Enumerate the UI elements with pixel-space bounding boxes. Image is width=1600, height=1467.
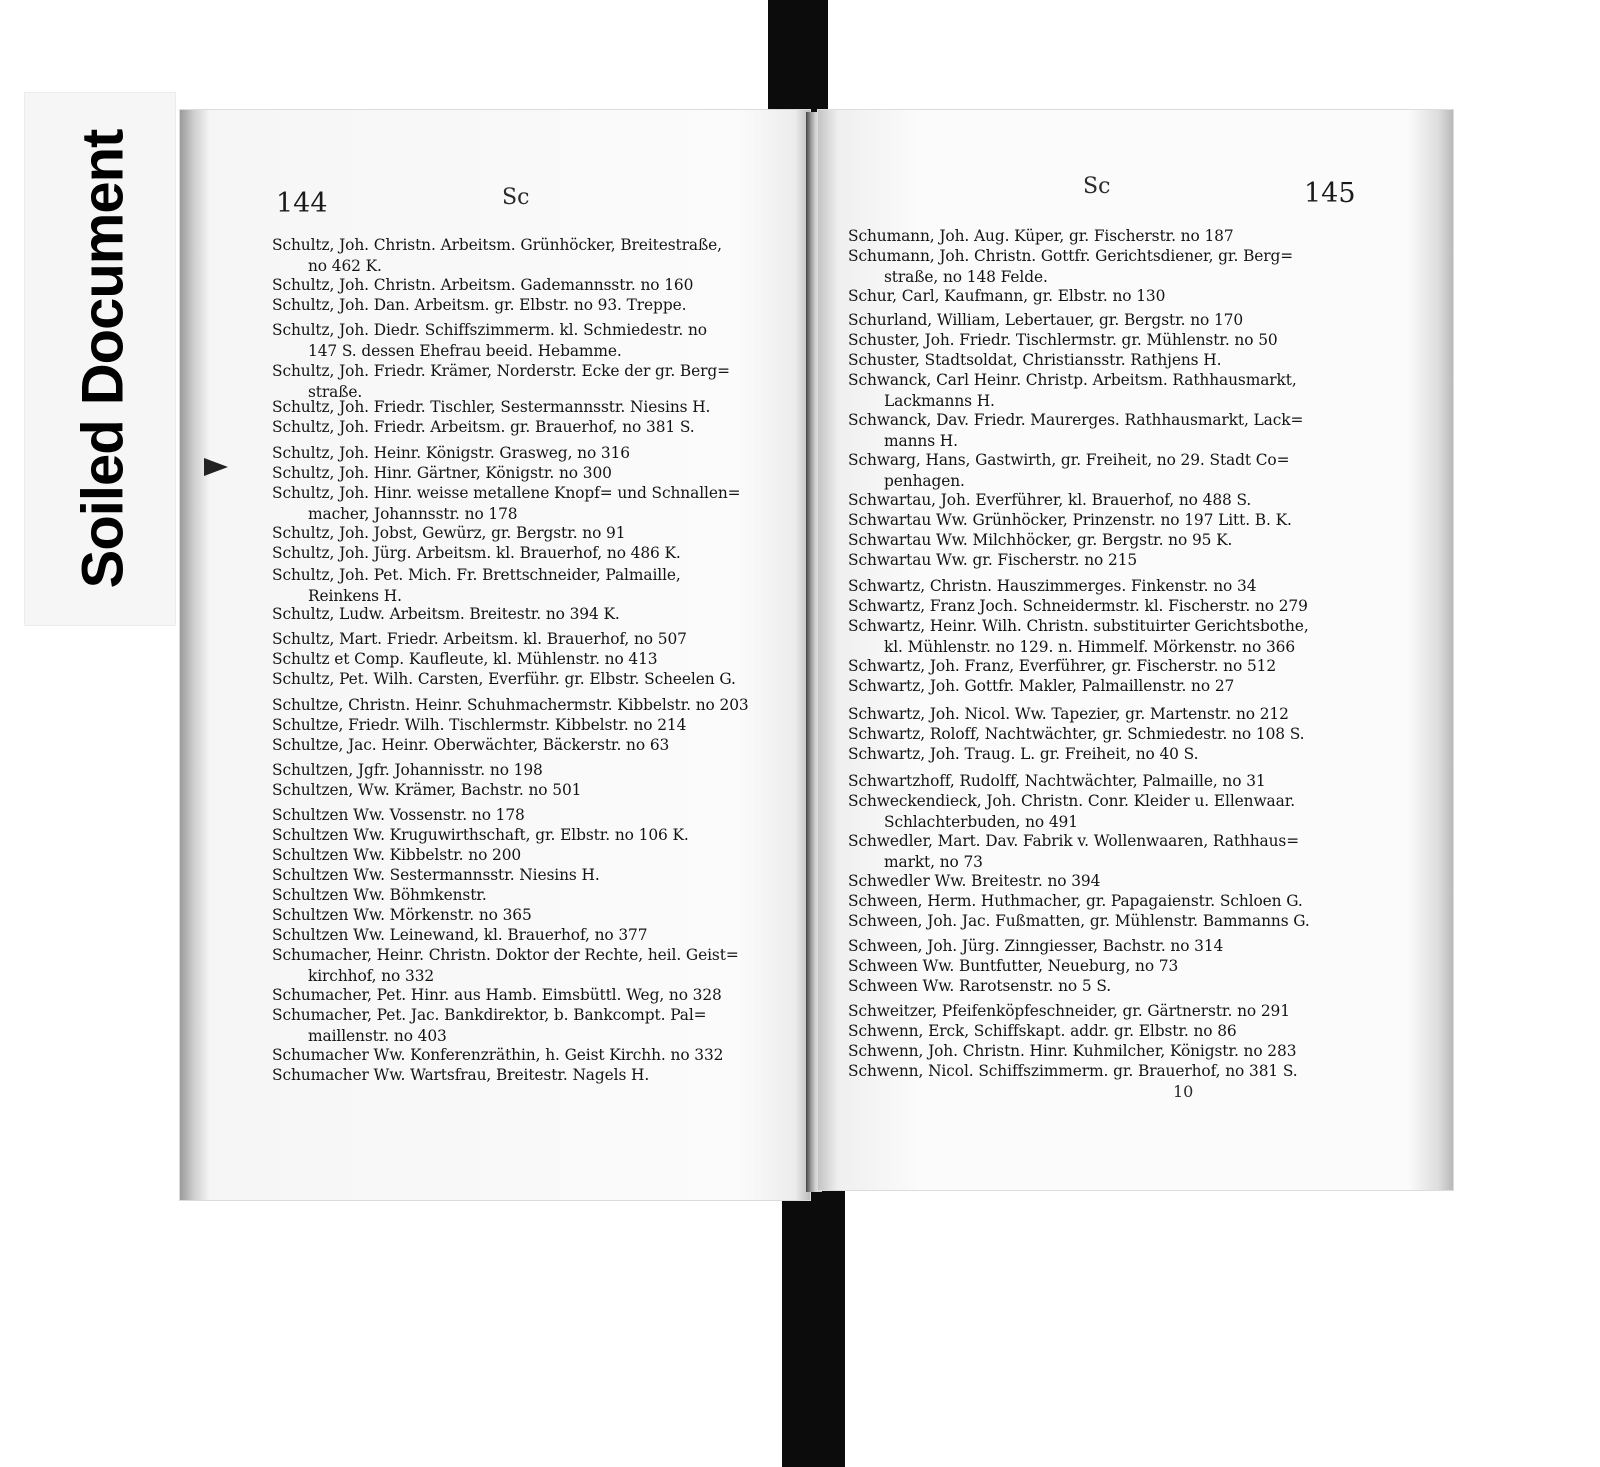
entry-text: Schultz, Joh. Hinr. weisse metallene Knopf= und Schnallen= (272, 484, 741, 502)
entry-text: Schumacher Ww. Wartsfrau, Breitestr. Nagels H. (272, 1066, 650, 1084)
directory-entry (272, 275, 693, 296)
left-page-number: 144 (276, 188, 328, 219)
entry-text: Schween Ww. Buntfutter, Neueburg, no 73 (848, 957, 1179, 975)
directory-entry (848, 596, 1308, 617)
entry-continuation: 147 S. dessen Ehefrau beeid. Hebamme. (308, 342, 622, 360)
entry-text: Schultz, Joh. Jürg. Arbeitsm. kl. Brauerhof, no 486 K. (272, 544, 681, 562)
directory-entry (272, 1005, 706, 1047)
entry-text: Schwarg, Hans, Gastwirth, gr. Freiheit, no 29. Stadt Co= (848, 451, 1290, 469)
directory-entry (848, 976, 1111, 997)
entry-text: Schwenn, Nicol. Schiffszimmerm. gr. Brauerhof, no 381 S. (848, 1062, 1298, 1080)
entry-text: Schwartau, Joh. Everführer, kl. Brauerhof, no 488 S. (848, 491, 1252, 509)
entry-continuation: penhagen. (884, 472, 965, 490)
entry-text: Schultz, Joh. Christn. Arbeitsm. Grünhöcker, Breitestraße, (272, 236, 722, 254)
margin-pointer-mark (204, 458, 228, 476)
directory-entry (272, 885, 487, 906)
directory-entry (272, 825, 689, 846)
soiled-document-stamp (24, 92, 176, 626)
entry-continuation: Schlachterbuden, no 491 (884, 813, 1078, 831)
entry-text: Schumacher, Heinr. Christn. Doktor der Rechte, heil. Geist= (272, 946, 739, 964)
right-page-number: 145 (1304, 178, 1356, 209)
entry-text: Schultzen Ww. Sestermannsstr. Niesins H. (272, 866, 600, 884)
directory-entry (848, 791, 1295, 833)
directory-entry (272, 463, 612, 484)
entry-text: Schwartz, Roloff, Nachtwächter, gr. Schmiedestr. no 108 S. (848, 725, 1305, 743)
left-page-section: Sc (502, 185, 530, 210)
entry-text: Schultz, Joh. Jobst, Gewürz, gr. Bergstr. no 91 (272, 524, 626, 542)
book-spine-top (768, 0, 828, 128)
entry-text: Schultz, Joh. Dan. Arbeitsm. gr. Elbstr. no 93. Treppe. (272, 296, 687, 314)
directory-entry (848, 246, 1293, 288)
left-page (180, 110, 810, 1200)
entry-continuation: kirchhof, no 332 (308, 967, 435, 985)
entry-text: Schwartz, Christn. Hauszimmerges. Finkenstr. no 34 (848, 577, 1257, 595)
directory-entry (848, 891, 1303, 912)
directory-entry (272, 565, 681, 607)
directory-entry (272, 1065, 649, 1086)
directory-entry (848, 350, 1221, 371)
directory-entry (272, 483, 740, 525)
entry-text: Schween, Joh. Jürg. Zinngiesser, Bachstr. no 314 (848, 937, 1224, 955)
entry-text: Schwanck, Carl Heinr. Christp. Arbeitsm. Rathhausmarkt, (848, 371, 1297, 389)
directory-entry (848, 831, 1299, 873)
directory-entry (848, 550, 1137, 571)
entry-text: Schwedler Ww. Breitestr. no 394 (848, 872, 1101, 890)
directory-entry (272, 523, 625, 544)
directory-entry (272, 417, 695, 438)
entry-text: Schuster, Stadtsoldat, Christiansstr. Rathjens H. (848, 351, 1222, 369)
entry-text: Schween, Joh. Jac. Fußmatten, gr. Mühlenstr. Bammanns G. (848, 912, 1310, 930)
directory-entry (272, 443, 630, 464)
directory-entry (272, 845, 521, 866)
entry-continuation: straße. (308, 383, 363, 401)
directory-entry (272, 945, 739, 987)
directory-entry (848, 656, 1276, 677)
directory-entry (848, 530, 1232, 551)
directory-entry (272, 235, 722, 277)
entry-text: Schwartau Ww. Milchhöcker, gr. Bergstr. no 95 K. (848, 531, 1233, 549)
entry-text: Schultze, Christn. Heinr. Schuhmachermstr. Kibbelstr. no 203 (272, 696, 749, 714)
stamp-label: Soiled Document (70, 129, 136, 589)
directory-entry (848, 490, 1251, 511)
entry-text: Schultz, Ludw. Arbeitsm. Breitestr. no 394 K. (272, 605, 620, 623)
right-page-section: Sc (1083, 174, 1111, 199)
entry-text: Schwartz, Joh. Traug. L. gr. Freiheit, no 40 S. (848, 745, 1199, 763)
directory-entry (272, 604, 620, 625)
book-spine-bottom (782, 1180, 845, 1467)
entry-text: Schwenn, Joh. Christn. Hinr. Kuhmilcher, Königstr. no 283 (848, 1042, 1297, 1060)
entry-text: Schwartz, Joh. Nicol. Ww. Tapezier, gr. Martenstr. no 212 (848, 705, 1289, 723)
directory-entry (272, 905, 532, 926)
entry-text: Schultze, Friedr. Wilh. Tischlermstr. Kibbelstr. no 214 (272, 716, 687, 734)
entry-continuation: no 462 K. (308, 257, 382, 275)
entry-text: Schween Ww. Rarotsenstr. no 5 S. (848, 977, 1112, 995)
entry-text: Schultzen Ww. Mörkenstr. no 365 (272, 906, 532, 924)
entry-text: Schwartz, Heinr. Wilh. Christn. substituirter Gerichtsbothe, (848, 617, 1309, 635)
entry-text: Schultz, Joh. Friedr. Krämer, Norderstr. Ecke der gr. Berg= (272, 362, 730, 380)
entry-text: Schween, Herm. Huthmacher, gr. Papagaienstr. Schloen G. (848, 892, 1303, 910)
directory-entry (848, 1021, 1237, 1042)
directory-entry (848, 450, 1289, 492)
directory-entry (272, 295, 686, 316)
entry-text: Schwartz, Joh. Gottfr. Makler, Palmaillenstr. no 27 (848, 677, 1235, 695)
directory-entry (272, 735, 669, 756)
directory-entry (848, 724, 1304, 745)
directory-entry (848, 936, 1223, 957)
entry-text: Schultzen, Jgfr. Johannisstr. no 198 (272, 761, 543, 779)
directory-entry (272, 695, 749, 716)
entry-text: Schultz, Joh. Pet. Mich. Fr. Brettschneider, Palmaille, (272, 566, 681, 584)
directory-entry (272, 760, 543, 781)
directory-entry (848, 771, 1266, 792)
entry-text: Schultzen Ww. Kruguwirthschaft, gr. Elbstr. no 106 K. (272, 826, 689, 844)
entry-text: Schwartau Ww. Grünhöcker, Prinzenstr. no 197 Litt. B. K. (848, 511, 1292, 529)
entry-text: Schultz, Joh. Diedr. Schiffszimmerm. kl. Schmiedestr. no (272, 321, 707, 339)
directory-entry (272, 629, 687, 650)
directory-entry (848, 1061, 1298, 1082)
entry-text: Schumann, Joh. Aug. Küper, gr. Fischerstr. no 187 (848, 227, 1234, 245)
directory-entry (848, 1041, 1296, 1062)
entry-continuation: straße, no 148 Felde. (884, 268, 1048, 286)
entry-text: Schultz, Mart. Friedr. Arbeitsm. kl. Brauerhof, no 507 (272, 630, 687, 648)
directory-entry (848, 576, 1256, 597)
right-page (818, 110, 1453, 1190)
entry-continuation: Lackmanns H. (884, 392, 995, 410)
entry-text: Schuster, Joh. Friedr. Tischlermstr. gr. Mühlenstr. no 50 (848, 331, 1278, 349)
entry-text: Schultz, Joh. Christn. Arbeitsm. Gademannsstr. no 160 (272, 276, 694, 294)
directory-entry (272, 780, 581, 801)
directory-entry (848, 286, 1165, 307)
directory-entry (848, 676, 1234, 697)
entry-text: Schultzen Ww. Leinewand, kl. Brauerhof, no 377 (272, 926, 648, 944)
entry-text: Schwartz, Franz Joch. Schneidermstr. kl. Fischerstr. no 279 (848, 597, 1308, 615)
entry-continuation: maillenstr. no 403 (308, 1027, 447, 1045)
entry-text: Schultze, Jac. Heinr. Oberwächter, Bäckerstr. no 63 (272, 736, 670, 754)
entry-continuation: macher, Johannsstr. no 178 (308, 505, 518, 523)
directory-entry (848, 871, 1100, 892)
directory-entry (848, 1001, 1290, 1022)
directory-entry (272, 805, 525, 826)
directory-entry (848, 616, 1309, 658)
entry-text: Schwenn, Erck, Schiffskapt. addr. gr. Elbstr. no 86 (848, 1022, 1237, 1040)
entry-text: Schumacher Ww. Konferenzräthin, h. Geist Kirchh. no 332 (272, 1046, 724, 1064)
entry-text: Schultz, Joh. Heinr. Königstr. Grasweg, no 316 (272, 444, 630, 462)
entry-text: Schultzen Ww. Böhmkenstr. (272, 886, 487, 904)
directory-entry (848, 410, 1303, 452)
entry-text: Schwartau Ww. gr. Fischerstr. no 215 (848, 551, 1138, 569)
entry-text: Schwartz, Joh. Franz, Everführer, gr. Fischerstr. no 512 (848, 657, 1277, 675)
entry-text: Schultz, Pet. Wilh. Carsten, Everführ. gr. Elbstr. Scheelen G. (272, 670, 736, 688)
directory-entry (272, 397, 710, 418)
directory-entry (272, 543, 681, 564)
directory-entry (848, 911, 1310, 932)
entry-text: Schultz et Comp. Kaufleute, kl. Mühlenstr. no 413 (272, 650, 658, 668)
directory-entry (272, 925, 647, 946)
entry-text: Schultz, Joh. Friedr. Arbeitsm. gr. Brauerhof, no 381 S. (272, 418, 695, 436)
entry-text: Schwartzhoff, Rudolff, Nachtwächter, Palmaille, no 31 (848, 772, 1266, 790)
directory-entry (848, 330, 1278, 351)
directory-entry (848, 704, 1289, 725)
entry-text: Schwanck, Dav. Friedr. Maurerges. Rathhausmarkt, Lack= (848, 411, 1304, 429)
directory-entry (272, 1045, 723, 1066)
directory-entry (272, 985, 722, 1006)
directory-entry (848, 956, 1178, 977)
directory-entry (848, 226, 1234, 247)
directory-entry (848, 310, 1243, 331)
entry-text: Schultz, Joh. Friedr. Tischler, Sestermannsstr. Niesins H. (272, 398, 711, 416)
entry-text: Schur, Carl, Kaufmann, gr. Elbstr. no 130 (848, 287, 1166, 305)
entry-text: Schwedler, Mart. Dav. Fabrik v. Wollenwaaren, Rathhaus= (848, 832, 1300, 850)
entry-text: Schultzen Ww. Vossenstr. no 178 (272, 806, 525, 824)
directory-entry (848, 370, 1297, 412)
directory-entry (272, 649, 658, 670)
directory-entry (272, 865, 600, 886)
entry-continuation: Reinkens H. (308, 587, 402, 605)
entry-text: Schweckendieck, Joh. Christn. Conr. Kleider u. Ellenwaar. (848, 792, 1296, 810)
directory-entry (272, 715, 686, 736)
entry-text: Schweitzer, Pfeifenköpfeschneider, gr. Gärtnerstr. no 291 (848, 1002, 1290, 1020)
entry-continuation: manns H. (884, 432, 958, 450)
directory-entry (848, 744, 1198, 765)
entry-text: Schultzen, Ww. Krämer, Bachstr. no 501 (272, 781, 582, 799)
entry-continuation: markt, no 73 (884, 853, 983, 871)
entry-text: Schumacher, Pet. Hinr. aus Hamb. Eimsbüttl. Weg, no 328 (272, 986, 722, 1004)
directory-entry (848, 510, 1292, 531)
entry-text: Schurland, William, Lebertauer, gr. Bergstr. no 170 (848, 311, 1244, 329)
directory-entry (272, 320, 707, 362)
signature-mark: 10 (1173, 1082, 1194, 1101)
entry-text: Schultz, Joh. Hinr. Gärtner, Königstr. no 300 (272, 464, 612, 482)
directory-entry (272, 669, 736, 690)
entry-text: Schultzen Ww. Kibbelstr. no 200 (272, 846, 522, 864)
entry-text: Schumacher, Pet. Jac. Bankdirektor, b. Bankcompt. Pal= (272, 1006, 707, 1024)
entry-continuation: kl. Mühlenstr. no 129. n. Himmelf. Mörkenstr. no 366 (884, 638, 1296, 656)
entry-text: Schumann, Joh. Christn. Gottfr. Gerichtsdiener, gr. Berg= (848, 247, 1294, 265)
